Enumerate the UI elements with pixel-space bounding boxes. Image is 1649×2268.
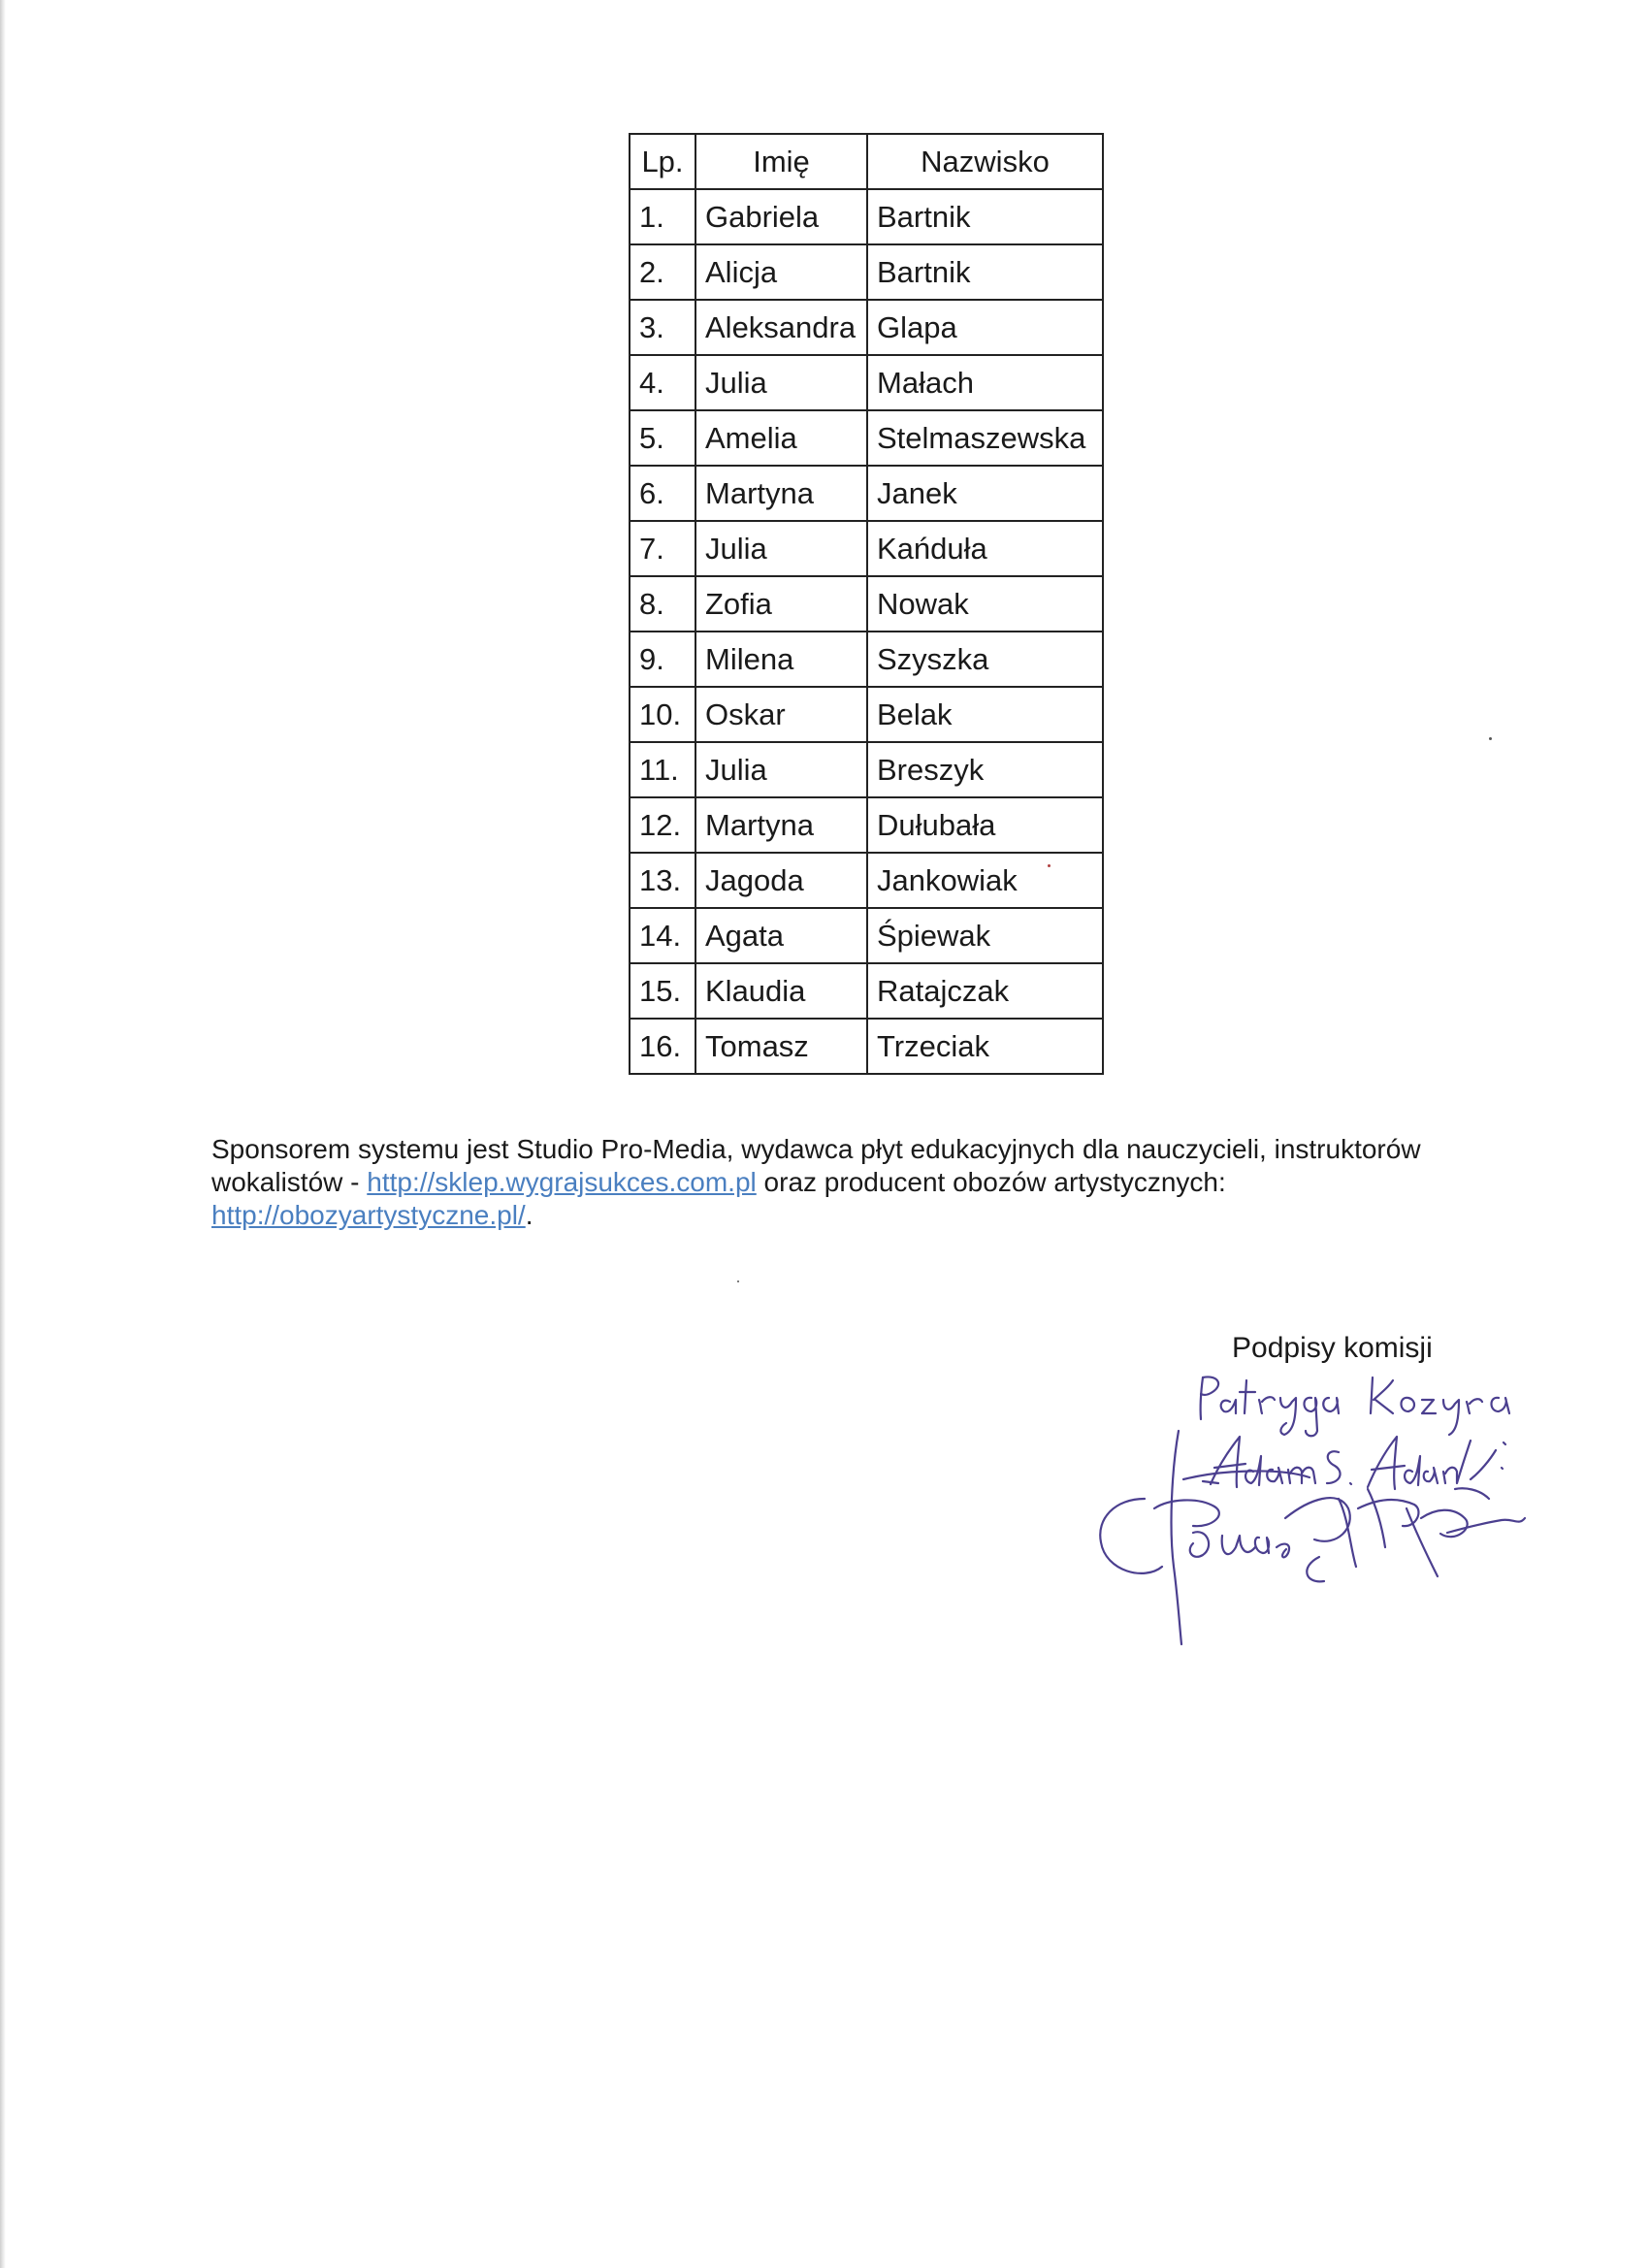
- row-number: 7.: [630, 521, 695, 576]
- participants-table: [629, 133, 1104, 1075]
- scan-edge-shadow: [0, 0, 6, 2268]
- camps-link[interactable]: http://obozyartystyczne.pl/: [211, 1200, 526, 1230]
- signature-3: [1100, 1431, 1525, 1644]
- table-row: [630, 466, 1103, 521]
- row-number: 14.: [630, 908, 695, 963]
- header-number: Lp.: [630, 134, 695, 189]
- row-last-name: Małach: [867, 355, 1103, 410]
- row-first-name: Zofia: [695, 576, 867, 632]
- row-last-name: Śpiewak: [867, 908, 1103, 963]
- row-first-name: Alicja: [695, 244, 867, 300]
- table-row: [630, 742, 1103, 797]
- header-last-name: Nazwisko: [867, 134, 1103, 189]
- table-row: [630, 687, 1103, 742]
- table-row: [630, 853, 1103, 908]
- signature-1: [1201, 1377, 1509, 1436]
- row-number: 2.: [630, 244, 695, 300]
- scan-speck: [1489, 737, 1492, 740]
- row-first-name: Agata: [695, 908, 867, 963]
- row-first-name: Milena: [695, 632, 867, 687]
- row-last-name: Ratajczak: [867, 963, 1103, 1019]
- row-first-name: Gabriela: [695, 189, 867, 244]
- header-first-name: Imię: [695, 134, 867, 189]
- row-last-name: Szyszka: [867, 632, 1103, 687]
- table-row: [630, 189, 1103, 244]
- sponsor-text-end: .: [525, 1200, 534, 1230]
- table-row: [630, 576, 1103, 632]
- row-number: 11.: [630, 742, 695, 797]
- row-last-name: Bartnik: [867, 189, 1103, 244]
- row-number: 10.: [630, 687, 695, 742]
- scan-speck: [1048, 864, 1051, 867]
- row-number: 1.: [630, 189, 695, 244]
- row-number: 5.: [630, 410, 695, 466]
- row-last-name: Stelmaszewska: [867, 410, 1103, 466]
- row-number: 9.: [630, 632, 695, 687]
- row-last-name: Nowak: [867, 576, 1103, 632]
- table-row: [630, 797, 1103, 853]
- table-row: [630, 632, 1103, 687]
- row-first-name: Tomasz: [695, 1019, 867, 1074]
- row-last-name: Trzeciak: [867, 1019, 1103, 1074]
- row-first-name: Jagoda: [695, 853, 867, 908]
- row-first-name: Julia: [695, 521, 867, 576]
- row-first-name: Martyna: [695, 797, 867, 853]
- scan-speck: [737, 1280, 739, 1282]
- table-header-row: [630, 134, 1103, 189]
- row-last-name: Bartnik: [867, 244, 1103, 300]
- signature-2: [1203, 1437, 1505, 1489]
- handwritten-signatures: [1048, 1363, 1591, 1751]
- table-row: [630, 521, 1103, 576]
- shop-link[interactable]: http://sklep.wygrajsukces.com.pl: [367, 1167, 757, 1197]
- row-last-name: Kańduła: [867, 521, 1103, 576]
- table-row: [630, 1019, 1103, 1074]
- row-number: 12.: [630, 797, 695, 853]
- row-number: 16.: [630, 1019, 695, 1074]
- row-first-name: Klaudia: [695, 963, 867, 1019]
- row-first-name: Martyna: [695, 466, 867, 521]
- row-number: 8.: [630, 576, 695, 632]
- table-row: [630, 410, 1103, 466]
- sponsor-text-middle: oraz producent obozów artystycznych:: [756, 1167, 1226, 1197]
- row-first-name: Amelia: [695, 410, 867, 466]
- row-last-name: Janek: [867, 466, 1103, 521]
- row-number: 6.: [630, 466, 695, 521]
- table-row: [630, 244, 1103, 300]
- sponsor-text: Sponsorem systemu jest Studio Pro-Media, wydawca płyt edukacyjnych dla nauczycieli, instruktorów wokalistów -: [211, 1134, 1421, 1197]
- row-last-name: Breszyk: [867, 742, 1103, 797]
- row-first-name: Oskar: [695, 687, 867, 742]
- row-number: 13.: [630, 853, 695, 908]
- table-row: [630, 963, 1103, 1019]
- row-first-name: Aleksandra: [695, 300, 867, 355]
- signatures-heading: Podpisy komisji: [1232, 1332, 1433, 1364]
- row-first-name: Julia: [695, 355, 867, 410]
- sponsor-note: [211, 1133, 1482, 1232]
- table-row: [630, 355, 1103, 410]
- row-last-name: Jankowiak: [867, 853, 1103, 908]
- table-row: [630, 908, 1103, 963]
- row-number: 4.: [630, 355, 695, 410]
- row-last-name: Belak: [867, 687, 1103, 742]
- row-first-name: Julia: [695, 742, 867, 797]
- row-number: 15.: [630, 963, 695, 1019]
- row-last-name: Glapa: [867, 300, 1103, 355]
- table-row: [630, 300, 1103, 355]
- row-number: 3.: [630, 300, 695, 355]
- row-last-name: Dułubała: [867, 797, 1103, 853]
